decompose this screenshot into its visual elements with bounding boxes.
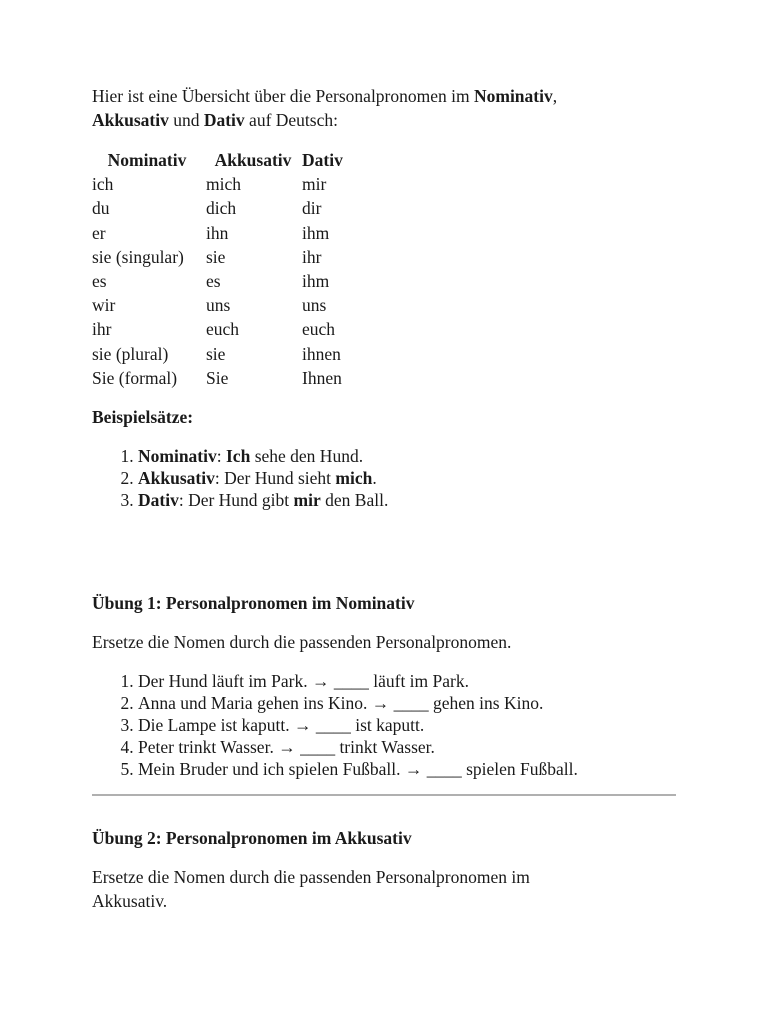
table-row: [90, 196, 345, 220]
cell-akkusativ: mich: [206, 174, 241, 195]
intro-dativ: Dativ: [203, 110, 245, 130]
cell-nominativ: sie (singular): [92, 246, 184, 267]
cell-dativ: mir: [302, 174, 327, 195]
exercise1-title: [92, 591, 682, 615]
cell-akkusativ: euch: [206, 319, 240, 340]
cell-akkusativ: Sie: [206, 367, 229, 388]
cell-nominativ: ihr: [92, 319, 112, 340]
cell-akkusativ: sie: [206, 343, 226, 364]
cell-dativ: dir: [302, 198, 322, 219]
table-row: [90, 269, 345, 293]
spacer: [92, 511, 682, 591]
cell-dativ: ihnen: [302, 343, 341, 364]
intro-paragraph: [92, 84, 682, 132]
cell-dativ: uns: [302, 295, 327, 316]
example-text: :: [216, 446, 226, 467]
example-text: : Der Hund sieht: [214, 468, 336, 489]
exercise1-list: [92, 670, 682, 780]
example-pronoun: Ich: [226, 446, 251, 467]
intro-nominativ: Nominativ: [473, 86, 553, 106]
cell-akkusativ: sie: [206, 246, 226, 267]
intro-akkusativ: Akkusativ: [92, 110, 169, 130]
table-row: [90, 172, 345, 196]
cell-akkusativ: uns: [206, 295, 231, 316]
cell-dativ: Ihnen: [302, 367, 342, 388]
cell-dativ: ihm: [302, 222, 330, 243]
table-row: [90, 245, 345, 269]
intro-text: Hier ist eine Übersicht über die Personalpronomen im: [92, 86, 474, 106]
table-row: [90, 342, 345, 366]
example-pronoun: mir: [293, 490, 321, 511]
examples-title-text: Beispielsätze:: [92, 407, 194, 428]
list-item: 4. Peter trinkt Wasser. → ____ trinkt Wasser.: [138, 736, 682, 758]
intro-end: auf Deutsch:: [244, 110, 338, 130]
exercise2-title: [92, 826, 682, 850]
cell-dativ: ihm: [302, 271, 330, 292]
list-item: 1. Der Hund läuft im Park. → ____ läuft im Park.: [138, 670, 682, 692]
exercise2-title-text: Übung 2: Personalpronomen im Akkusativ: [92, 828, 412, 849]
horizontal-divider: [92, 794, 676, 796]
header-nominativ: Nominativ: [107, 150, 187, 170]
pronoun-table: [90, 148, 345, 390]
document-page: [92, 84, 682, 913]
cell-akkusativ: ihn: [206, 222, 229, 243]
example-text: : Der Hund gibt: [178, 490, 294, 511]
cell-dativ: euch: [302, 319, 336, 340]
intro-comma: ,: [552, 86, 558, 106]
cell-nominativ: er: [92, 222, 106, 243]
example-pronoun: mich: [335, 468, 373, 489]
examples-title: [92, 405, 682, 429]
exercise2-instruction-line1: Ersetze die Nomen durch die passenden Personalpronomen im: [92, 867, 530, 888]
cell-nominativ: es: [92, 271, 107, 292]
exercise2-instruction-line2: Akkusativ.: [92, 891, 168, 912]
list-item: [138, 467, 682, 489]
table-row: [90, 293, 345, 317]
table-row: [90, 366, 345, 390]
table-body: [90, 172, 345, 390]
table-header-row: [90, 148, 345, 172]
cell-nominativ: sie (plural): [92, 343, 169, 364]
cell-akkusativ: dich: [206, 198, 237, 219]
cell-nominativ: ich: [92, 174, 114, 195]
exercise1-title-text: Übung 1: Personalpronomen im Nominativ: [92, 593, 415, 614]
list-item: [138, 489, 682, 511]
exercise1-instruction: Ersetze die Nomen durch die passenden Personalpronomen.: [92, 632, 512, 653]
cell-nominativ: Sie (formal): [92, 367, 178, 388]
intro-und: und: [168, 110, 204, 130]
cell-nominativ: du: [92, 198, 110, 219]
exercise2-instruction: [92, 865, 682, 913]
example-text: .: [372, 468, 377, 489]
cell-dativ: ihr: [302, 246, 322, 267]
example-label: Akkusativ: [138, 468, 215, 489]
table-row: [90, 317, 345, 341]
example-label: Dativ: [138, 490, 179, 511]
list-item: [138, 445, 682, 467]
header-akkusativ: Akkusativ: [214, 150, 292, 170]
examples-list: [92, 445, 682, 511]
example-text: sehe den Hund.: [250, 446, 364, 467]
cell-nominativ: wir: [92, 295, 116, 316]
table-row: [90, 221, 345, 245]
list-item: 2. Anna und Maria gehen ins Kino. → ____ gehen ins Kino.: [138, 692, 682, 714]
example-text: den Ball.: [320, 490, 389, 511]
example-label: Nominativ: [138, 446, 217, 467]
cell-akkusativ: es: [206, 271, 221, 292]
list-item: 3. Die Lampe ist kaputt. → ____ ist kaputt.: [138, 714, 682, 736]
list-item: 5. Mein Bruder und ich spielen Fußball. → ____ spielen Fußball.: [138, 758, 682, 780]
header-dativ: Dativ: [302, 150, 343, 170]
